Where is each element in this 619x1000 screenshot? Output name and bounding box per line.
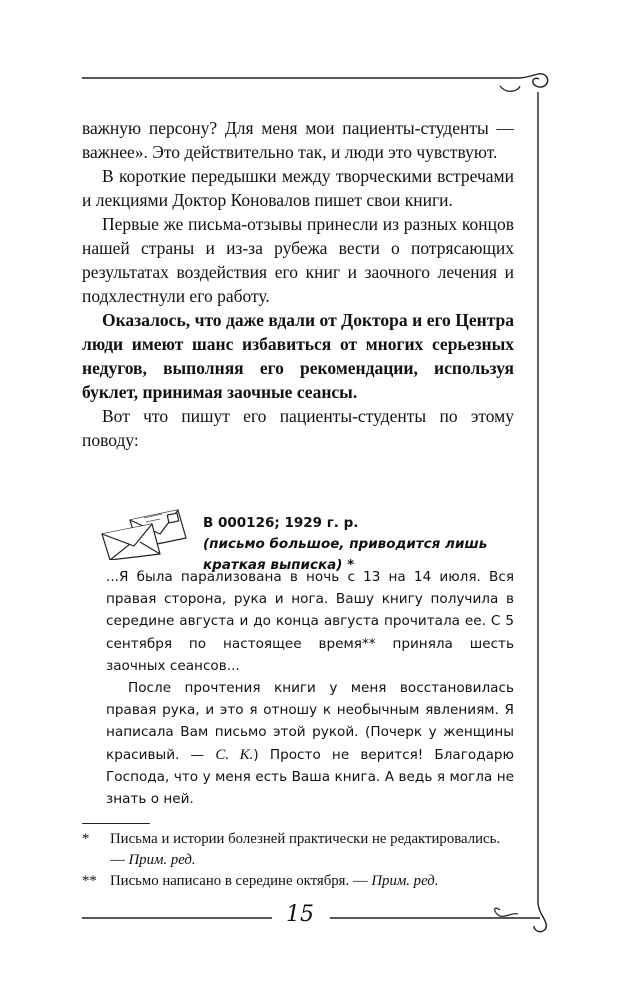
footnotes	[82, 829, 514, 892]
footnote	[82, 871, 514, 892]
letter-text-part: ) Просто не верится! Благодарю Господа, что у меня есть Ваша книга. А ведь я могла не знать о ней.	[106, 746, 514, 808]
footnote	[82, 829, 514, 871]
letter-text-part: После прочтения книги у меня восстановилась правая рука, и это я отношу к необычным явлениям. Я написала Вам письмо этой рукой. (Почерк у женщины красивый. —	[106, 680, 514, 763]
paragraph: Первые же письма-отзывы принесли из разных концов нашей страны и из-за рубежа вести о потрясающих результатах воздействия его книг и заочного лечения и подхлестнули его работу.	[82, 214, 514, 306]
envelope-icon	[100, 508, 192, 560]
paragraph: В короткие передышки между творческими встречами и лекциями Доктор Коновалов пишет свои книги.	[82, 166, 514, 210]
page-number: 15	[286, 902, 314, 927]
footnote-note: Прим. ред.	[128, 852, 196, 868]
paragraph: Вот что пишут его пациенты-студенты по этому поводу:	[82, 406, 514, 450]
footnote-mark: *	[82, 831, 90, 847]
letter-paragraph: ...Я была парализована в ночь с 13 на 14 июля. Вся правая сторона, рука и нога. Вашу книгу получила в середине августа и до конца августа прочитала ее. С 5 сентября по настоящее время** приняла шесть заочных сеансов...	[106, 569, 514, 674]
letter-id: В 000126; 1929 г. р.	[203, 515, 359, 531]
author-initials: С. К.	[215, 746, 254, 763]
letter-text	[106, 566, 514, 810]
footnote-text: Письма и истории болезней практически не редактировались. —	[110, 831, 501, 868]
footnote-text: Письмо написано в середине октября. —	[110, 873, 372, 889]
bold-paragraph: Оказалось, что даже вдали от Доктора и его Центра люди имеют шанс избавиться от многих серьезных недугов, выполняя его рекомендации, используя буклет, принимая заочные сеансы.	[82, 310, 514, 402]
footnote-mark: **	[82, 873, 97, 889]
footnote-divider	[82, 823, 150, 824]
letter-note: (письмо большое, приводится лишь краткая выписка) *	[203, 536, 488, 573]
letter-paragraph	[106, 677, 514, 810]
main-text	[82, 116, 514, 452]
paragraph: важную персону? Для меня мои пациенты-студенты — важнее». Это действительно так, и люди это чувствуют.	[82, 118, 514, 162]
footnote-note: Прим. ред.	[371, 873, 439, 889]
